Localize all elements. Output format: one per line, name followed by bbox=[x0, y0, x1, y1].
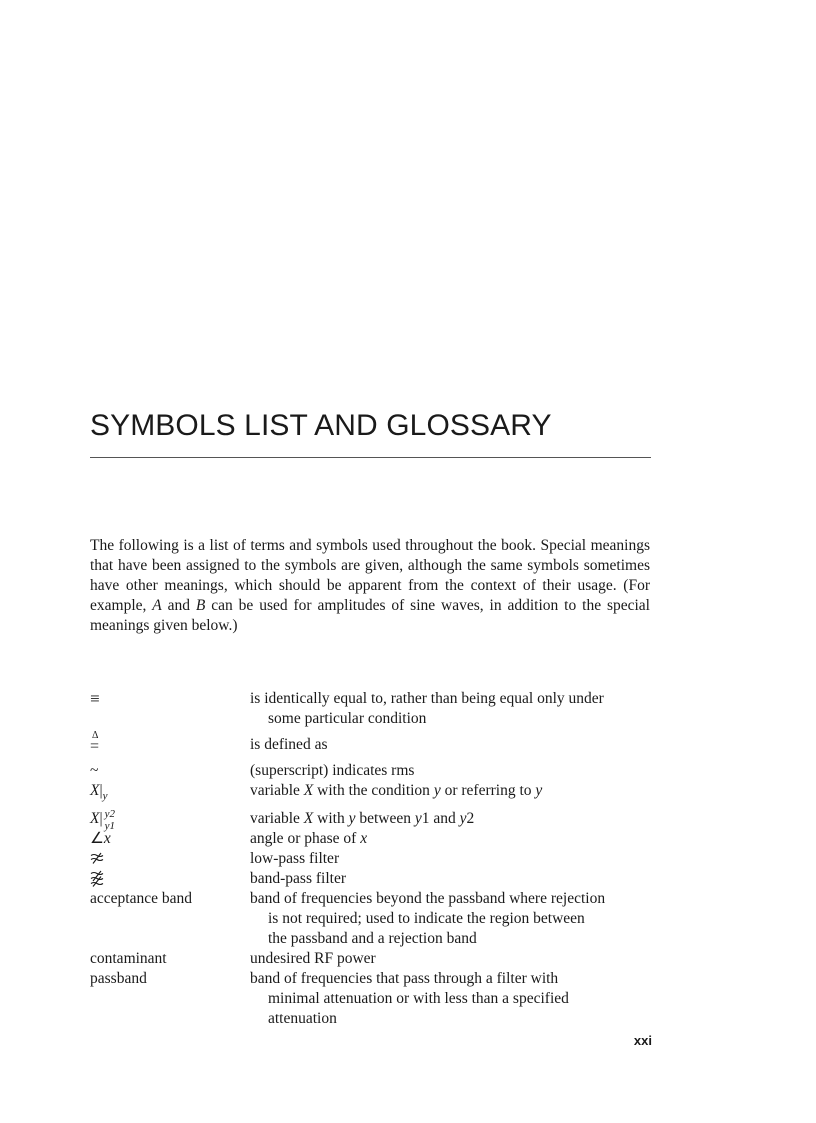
evaluation-bar: | bbox=[99, 810, 103, 827]
definition-text: with the condition bbox=[313, 782, 434, 799]
definition-text: variable bbox=[250, 810, 304, 827]
intro-text-1: The following is a list of terms and symbols used throughout the book. Special meanings that have been assigned to the symbols are given, although the same symbols sometimes have other meanings, which should be apparent from the context of their usage. (For example, bbox=[90, 537, 650, 614]
definition-text: angle or phase of bbox=[250, 830, 361, 847]
variable-x: x bbox=[103, 830, 111, 847]
glossary-entry-bandpass bbox=[90, 869, 652, 889]
glossary-entry-identical bbox=[90, 689, 652, 729]
definition-variable: y bbox=[414, 810, 422, 827]
glossary-entry-passband bbox=[90, 969, 652, 1029]
subscript-limit bbox=[105, 816, 115, 836]
equals-mark: = bbox=[90, 738, 100, 755]
glossary-entry-defined bbox=[90, 730, 652, 761]
intro-text-2: can be used for amplitudes of sine waves, in addition to the special meanings given below.) bbox=[90, 597, 650, 634]
glossary-list bbox=[90, 689, 652, 1029]
intro-symbol-a: A bbox=[152, 597, 162, 614]
definition-variable: y bbox=[535, 782, 543, 799]
definition-variable: y bbox=[348, 810, 356, 827]
definition-text: with bbox=[313, 810, 349, 827]
definition-text: variable bbox=[250, 782, 304, 799]
glossary-definition: low-pass filter bbox=[250, 850, 340, 867]
glossary-definition bbox=[250, 829, 652, 849]
upper-limit: y2 bbox=[104, 808, 115, 820]
definition-line: band of frequencies that pass through a filter with bbox=[250, 970, 559, 987]
glossary-definition bbox=[250, 689, 652, 729]
intro-text-and: and bbox=[161, 597, 196, 614]
lower-limit: y1 bbox=[104, 820, 115, 832]
glossary-entry-lowpass bbox=[90, 849, 652, 869]
intro-symbol-b: B bbox=[195, 597, 206, 614]
glossary-definition bbox=[250, 809, 652, 829]
glossary-term bbox=[90, 869, 250, 889]
glossary-definition: is defined as bbox=[250, 736, 328, 753]
intro-paragraph bbox=[90, 536, 650, 636]
band-pass-filter-icon bbox=[90, 870, 104, 888]
page-title: SYMBOLS LIST AND GLOSSARY bbox=[90, 409, 552, 442]
definition-line: minimal attenuation or with less than a specified bbox=[268, 990, 569, 1007]
glossary-entry-condition bbox=[90, 781, 652, 806]
delta-mark: Δ bbox=[92, 730, 99, 741]
definition-variable: y bbox=[459, 810, 467, 827]
definition-line: some particular condition bbox=[268, 710, 427, 727]
glossary-entry-angle bbox=[90, 829, 652, 849]
glossary-definition bbox=[250, 889, 652, 949]
low-pass-filter-icon bbox=[90, 852, 104, 866]
glossary-definition bbox=[250, 969, 652, 1029]
definition-variable: y bbox=[433, 782, 441, 799]
glossary-term: acceptance band bbox=[90, 890, 192, 907]
glossary-definition: band-pass filter bbox=[250, 870, 346, 887]
glossary-term bbox=[90, 849, 250, 869]
glossary-term: contaminant bbox=[90, 950, 167, 967]
tilde-symbol: ~ bbox=[90, 762, 99, 779]
glossary-entry-acceptance-band bbox=[90, 889, 652, 949]
definition-text: 1 and bbox=[421, 810, 460, 827]
identical-symbol: ≡ bbox=[90, 689, 100, 708]
limits bbox=[103, 808, 119, 832]
definition-text: between bbox=[355, 810, 415, 827]
title-rule bbox=[90, 457, 651, 458]
definition-line: the passband and a rejection band bbox=[268, 930, 477, 947]
glossary-term bbox=[90, 689, 250, 710]
angle-symbol: ∠ bbox=[90, 830, 104, 847]
glossary-entry-contaminant bbox=[90, 949, 652, 969]
evaluation-bar: | bbox=[99, 782, 103, 799]
definition-line: is identically equal to, rather than being equal only under bbox=[250, 690, 604, 707]
definition-line: attenuation bbox=[268, 1010, 337, 1027]
definition-line: band of frequencies beyond the passband where rejection bbox=[250, 890, 606, 907]
definition-variable: X bbox=[303, 782, 314, 799]
subscript-y: y bbox=[102, 790, 108, 802]
glossary-term bbox=[90, 781, 250, 806]
definition-text: or referring to bbox=[440, 782, 536, 799]
glossary-definition: (superscript) indicates rms bbox=[250, 762, 415, 779]
glossary-term bbox=[90, 730, 250, 761]
defined-as-symbol bbox=[90, 730, 104, 755]
glossary-definition bbox=[250, 781, 652, 801]
variable-x: X bbox=[90, 782, 100, 799]
glossary-term bbox=[90, 808, 250, 832]
definition-variable: X bbox=[303, 810, 314, 827]
definition-line: is not required; used to indicate the region between bbox=[268, 910, 585, 927]
glossary-definition: undesired RF power bbox=[250, 950, 376, 967]
glossary-term bbox=[90, 761, 250, 781]
page-number: xxi bbox=[633, 1033, 652, 1048]
variable-x: X bbox=[90, 810, 100, 827]
glossary-entry-between bbox=[90, 808, 652, 832]
glossary-entry-rms bbox=[90, 761, 652, 781]
definition-text: 2 bbox=[466, 810, 475, 827]
definition-variable: x bbox=[360, 830, 368, 847]
glossary-term: passband bbox=[90, 970, 147, 987]
